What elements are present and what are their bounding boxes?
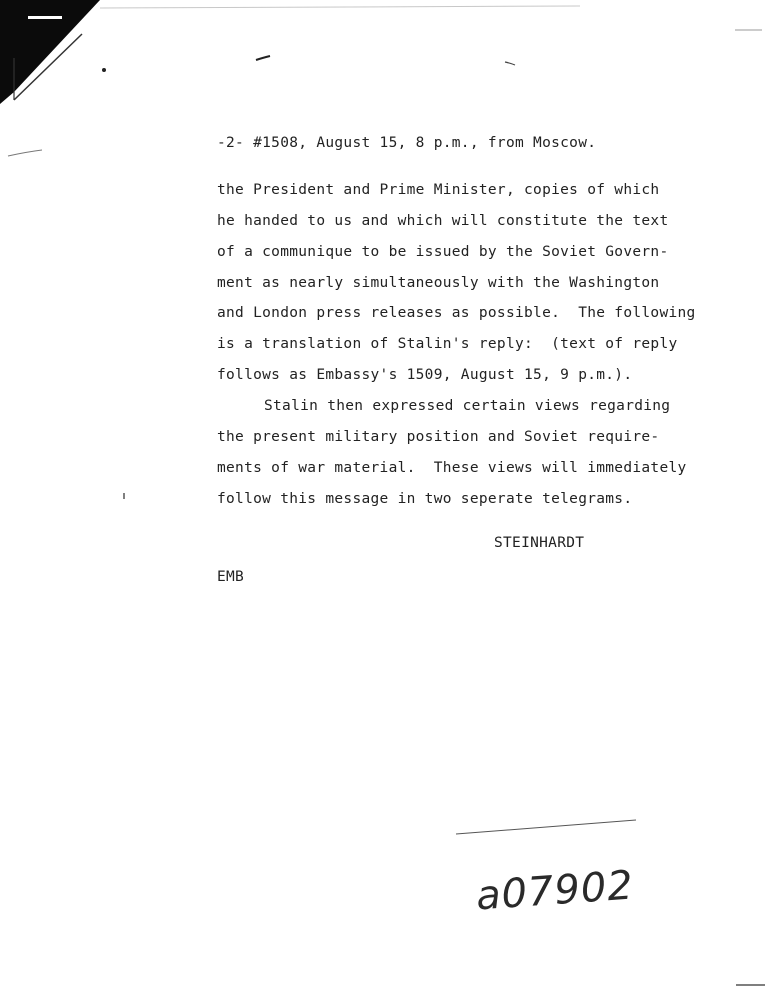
ink-speck: [256, 56, 270, 60]
body-line: and London press releases as possible. The following: [217, 305, 696, 321]
handwritten-number: a07902: [474, 862, 636, 920]
margin-mark: [8, 150, 42, 156]
body-line: ment as nearly simultaneously with the Washington: [217, 275, 660, 291]
signature: STEINHARDT: [494, 535, 585, 551]
body-line: the present military position and Soviet require-: [217, 429, 660, 445]
ink-dot: [102, 68, 106, 72]
body-line: ments of war material. These views will immediately: [217, 460, 687, 476]
body-line: follow this message in two seperate telegrams.: [217, 491, 633, 507]
body-line: of a communique to be issued by the Soviet Govern-: [217, 244, 669, 260]
body-line: follows as Embassy's 1509, August 15, 9 p.m.).: [217, 367, 633, 383]
initials: EMB: [217, 569, 245, 585]
body-line: the President and Prime Minister, copies of which: [217, 182, 660, 198]
ink-speck: [505, 62, 515, 65]
body-line: he handed to us and which will constitute the text: [217, 213, 669, 229]
top-edge-line: [100, 6, 580, 8]
pencil-line: [456, 820, 636, 834]
top-dash-mark: [28, 16, 62, 19]
page-corner-fold: [0, 0, 100, 104]
body-line: Stalin then expressed certain views regarding: [264, 398, 671, 414]
telegram-header: -2- #1508, August 15, 8 p.m., from Moscow.: [217, 135, 597, 151]
body-line: is a translation of Stalin's reply: (text of reply: [217, 336, 678, 352]
